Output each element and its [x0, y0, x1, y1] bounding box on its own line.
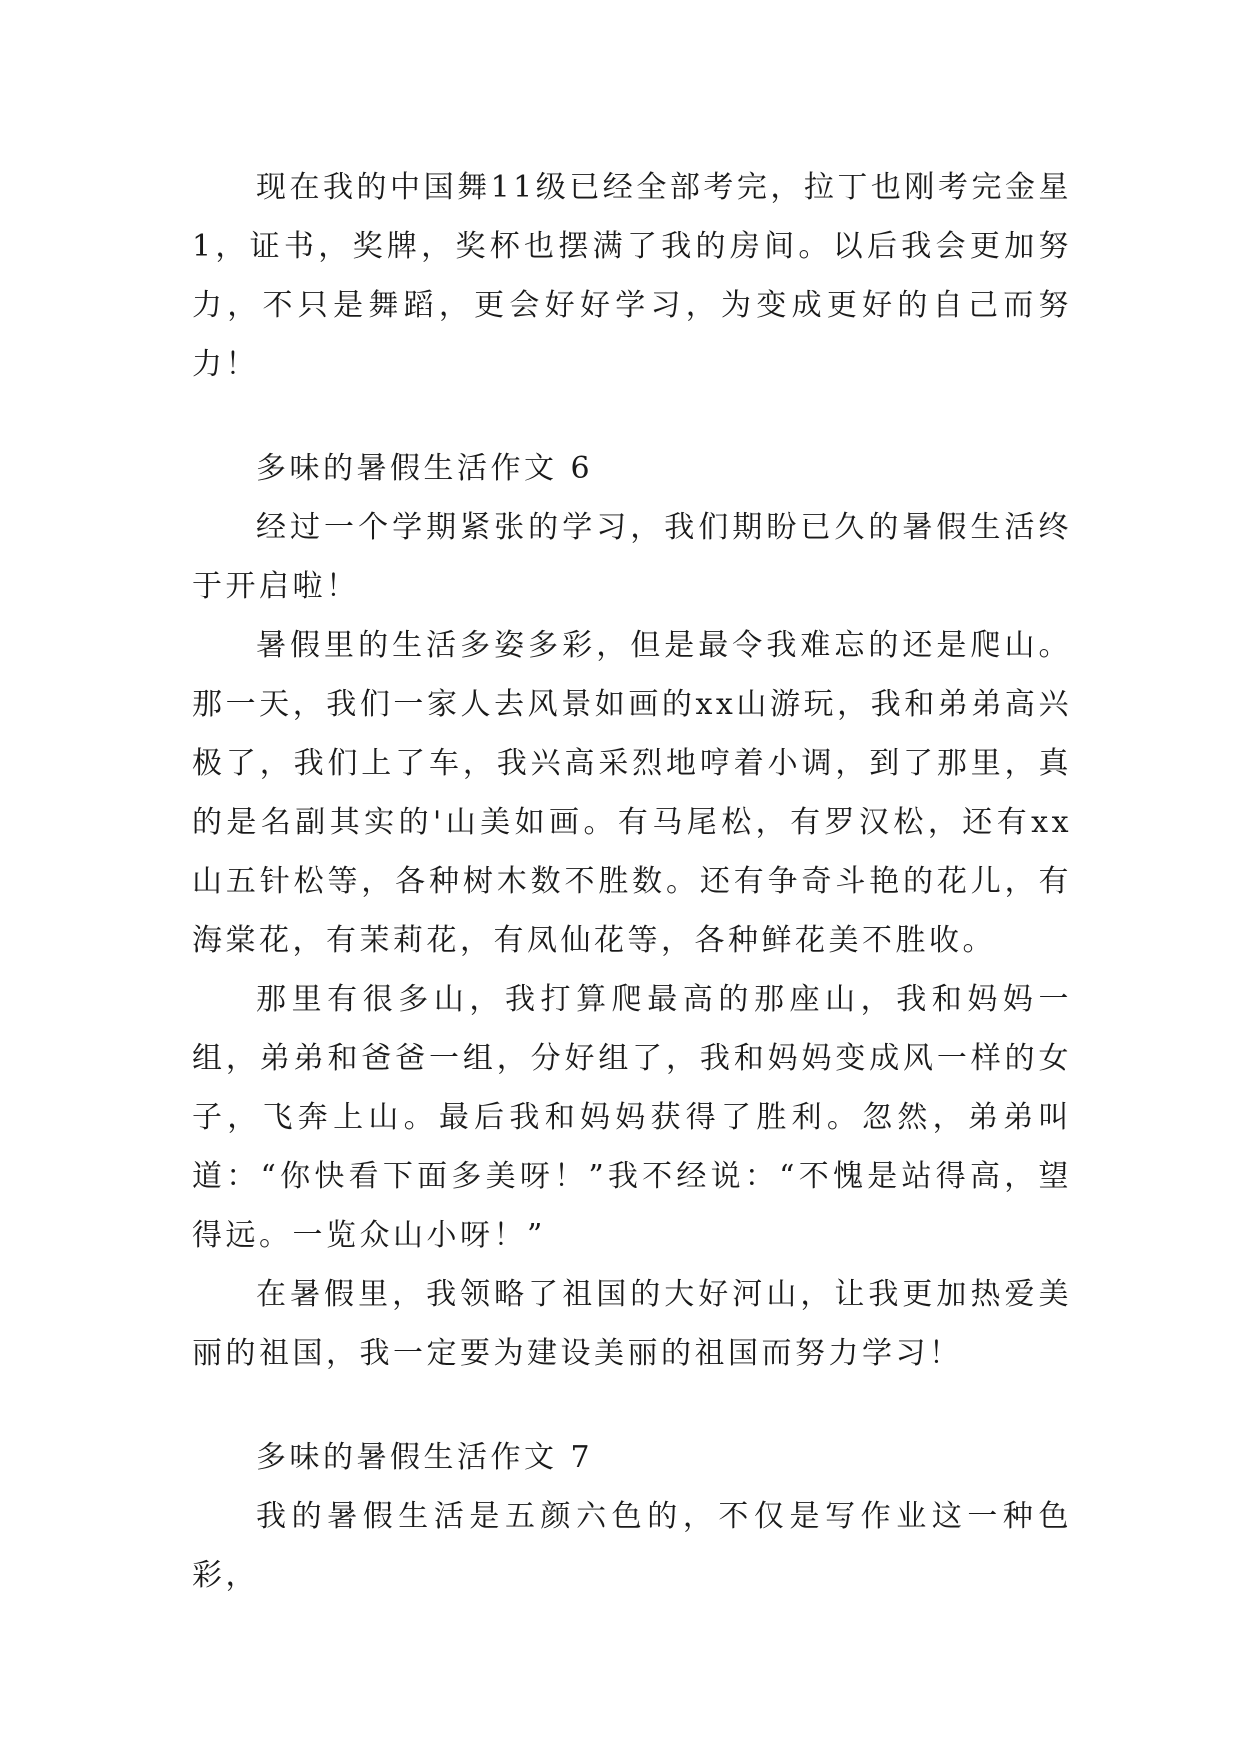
paragraph-summer-start: 经过一个学期紧张的学习，我们期盼已久的暑假生活终于开启啦！ [192, 510, 1072, 604]
essay-heading-6: 多味的暑假生活作文 6 [256, 451, 594, 486]
essay-heading-7: 多味的暑假生活作文 7 [256, 1440, 594, 1475]
paragraph-dance-conclusion: 现在我的中国舞11级已经全部考完，拉丁也刚考完金星1，证书，奖牌，奖杯也摆满了我的房间。以后我会更加努力，不只是舞蹈，更会好好学习，为变成更好的自己而努力！ [192, 170, 1072, 382]
paragraph-climbing-race: 那里有很多山，我打算爬最高的那座山，我和妈妈一组，弟弟和爸爸一组，分好组了，我和妈妈变成风一样的女子，飞奔上山。最后我和妈妈获得了胜利。忽然，弟弟叫道：“你快看下面多美呀！”我不经说：“不愧是站得高，望得远。一览众山小呀！” [192, 982, 1072, 1253]
paragraph-love-motherland: 在暑假里，我领略了祖国的大好河山，让我更加热爱美丽的祖国，我一定要为建设美丽的祖国而努力学习！ [192, 1277, 1072, 1371]
paragraph-mountain-trip: 暑假里的生活多姿多彩，但是最令我难忘的还是爬山。那一天，我们一家人去风景如画的xx山游玩，我和弟弟高兴极了，我们上了车，我兴高采烈地哼着小调，到了那里，真的是名副其实的'山美如画。有马尾松，有罗汉松，还有xx山五针松等，各种树木数不胜数。还有争奇斗艳的花儿，有海棠花，有茉莉花，有凤仙花等，各种鲜花美不胜收。 [192, 628, 1072, 958]
document-body [192, 158, 1072, 1605]
paragraph-colorful-summer: 我的暑假生活是五颜六色的，不仅是写作业这一种色彩， [192, 1499, 1072, 1593]
